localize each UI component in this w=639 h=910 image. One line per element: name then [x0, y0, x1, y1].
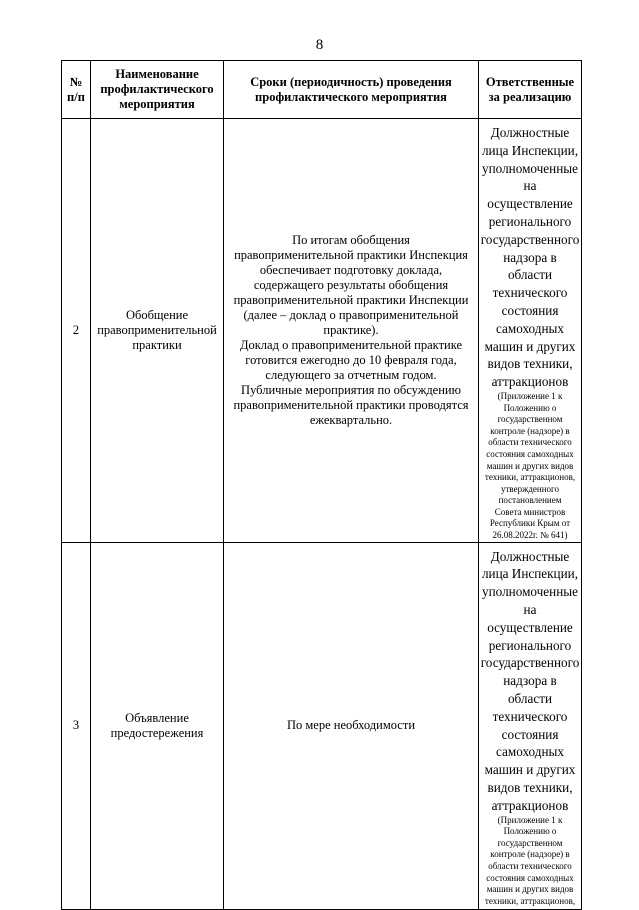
responsible-cell — [479, 542, 582, 909]
measure-name: Обобщение правоприменительной практики — [91, 119, 224, 543]
timing-paragraph: По итогам обобщения правоприменительной практики Инспекция обеспечивает подготовку доклада, содержащего результаты обобщения правоприменительной практики Инспекции (далее – доклад о правоприменительной практике). — [233, 232, 469, 337]
header-responsible: Ответственные за реализацию — [479, 61, 582, 119]
measure-name: Объявление предостережения — [91, 542, 224, 909]
table-row — [62, 119, 582, 543]
page-number: 8 — [315, 37, 324, 53]
header-number: № п/п — [62, 61, 91, 119]
timing-paragraph: Доклад о правоприменительной практике готовится ежегодно до 10 февраля года, следующего за отчетным годом. — [239, 337, 463, 382]
header-timing: Сроки (периодичность) проведения профилактического мероприятия — [224, 61, 479, 119]
responsible-note: (Приложение 1 к Положению о государственном контроле (надзоре) в области технического состояния самоходных машин и других видов техники, аттракционов, — [484, 814, 576, 906]
responsible-text: Должностные лица Инспекции, уполномоченные на осуществление регионального государственного надзора в области технического состояния самоходных машин и других видов техники, аттракционов — [480, 548, 580, 813]
timing-paragraph: Публичные мероприятия по обсуждению правоприменительной практики проводятся ежеквартально. — [233, 382, 469, 427]
responsible-note: (Приложение 1 к Положению о государственном контроле (надзоре) в области технического состояния самоходных машин и других видов техники, аттракционов, утвержденного постановлением Совета министров Республики Крым от 26.08.2022г. № 641) — [484, 390, 576, 541]
responsible-cell — [479, 119, 582, 543]
prevention-measures-table — [61, 60, 582, 910]
row-number: 3 — [62, 542, 91, 909]
measure-timing — [224, 542, 479, 909]
table-row — [62, 542, 582, 909]
timing-paragraph: По мере необходимости — [286, 718, 416, 733]
row-number: 2 — [62, 119, 91, 543]
header-measure-name: Наименование профилактического мероприятия — [91, 61, 224, 119]
measure-timing — [224, 119, 479, 543]
table-header-row — [62, 61, 582, 119]
responsible-text: Должностные лица Инспекции, уполномоченные на осуществление регионального государственного надзора в области технического состояния самоходных машин и других видов техники, аттракционов — [480, 125, 580, 390]
